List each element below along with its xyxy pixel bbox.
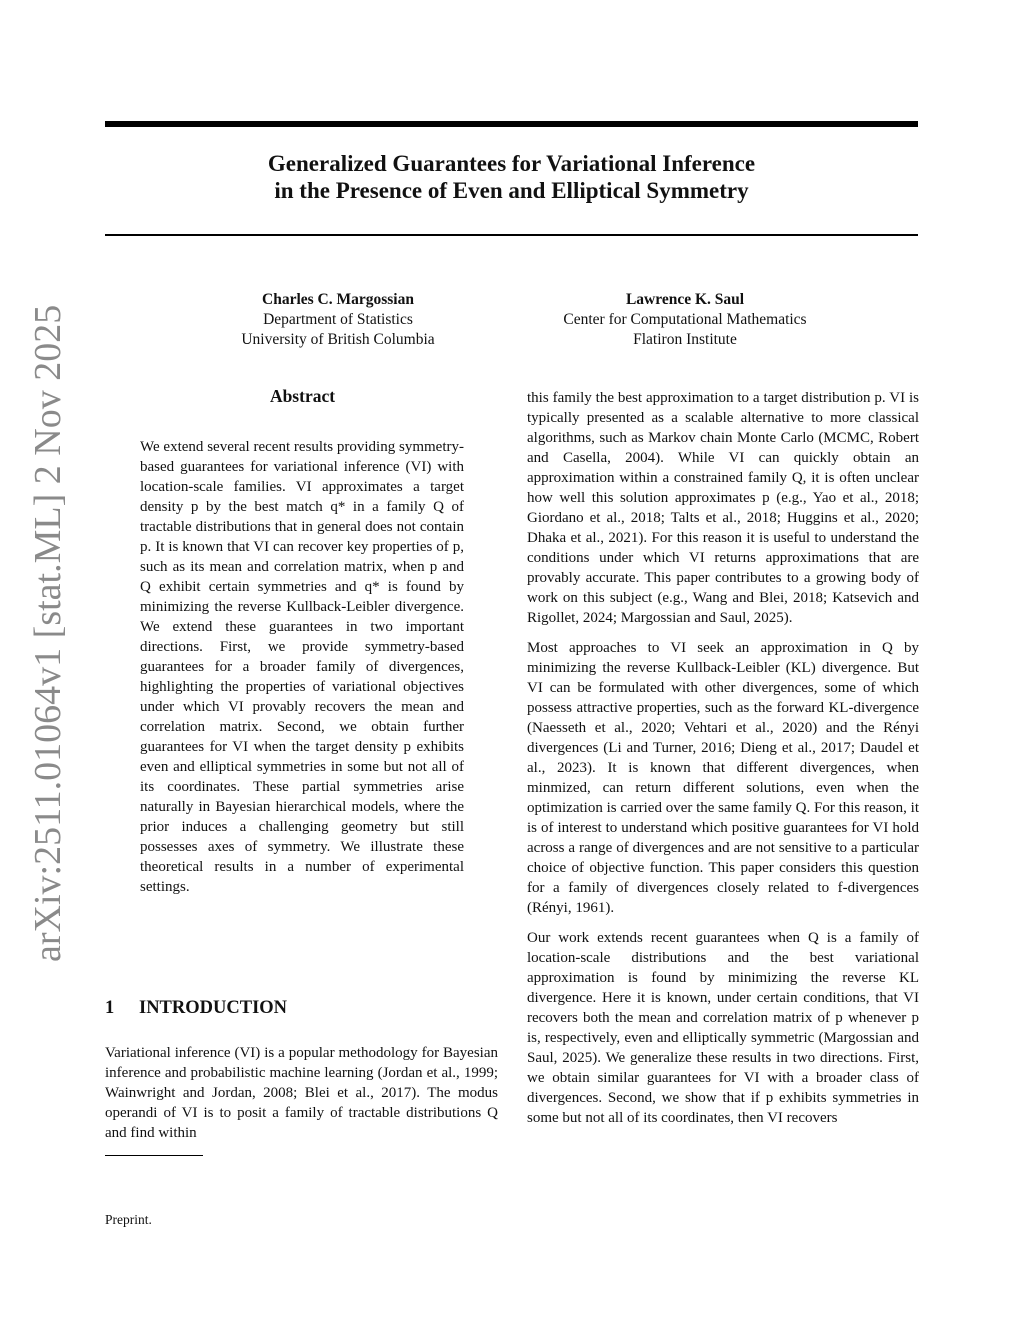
author-block-1 [158, 290, 518, 350]
right-column [527, 388, 919, 1138]
author-block-2 [505, 290, 865, 350]
title-top-rule [105, 121, 918, 127]
author-affiliation: Department of Statistics [263, 311, 413, 328]
abstract-heading: Abstract [269, 386, 336, 406]
author-affiliation: Flatiron Institute [633, 331, 737, 348]
paper-title [105, 150, 918, 204]
section-title: INTRODUCTION [139, 998, 288, 1018]
author-affiliation: Center for Computational Mathematics [563, 311, 807, 328]
title-line-1: Generalized Guarantees for Variational Inference [267, 151, 756, 176]
author-name: Charles C. Margossian [262, 291, 414, 308]
title-bottom-rule [105, 234, 918, 236]
title-line-2: in the Presence of Even and Elliptical Symmetry [274, 178, 749, 203]
body-paragraph: Our work extends recent guarantees when Q is a family of location-scale distributions and the best variational approximation is found by minimizing the reverse KL divergence. Here it is known, under certain conditions, that VI recovers both the mean and correlation matrix of p whenever p is, respectively, even and elliptically symmetric (Margossian and Saul, 2025). We generalize these results in two directions. First, we obtain similar guarantees for VI with a broader class of divergences. Second, we show that if p exhibits symmetries in some but not all of its coordinates, then VI recovers [527, 930, 919, 1126]
abstract-text: We extend several recent results providing symmetry-based guarantees for variational inference (VI) with location-scale families. VI approximates a target density p by the best match q* in a family Q of tractable distributions that in general does not contain p. It is known that VI can recover key properties of p, such as its mean and correlation matrix, when p and Q exhibit certain symmetries and q* is found by minimizing the reverse Kullback-Leibler divergence. We extend these guarantees in two important directions. First, we provide symmetry-based guarantees for a broader family of divergences, highlighting the properties of variational objectives under which VI provably recovers the mean and correlation matrix. Second, we obtain further guarantees for VI when the target density p exhibits even and elliptical symmetries in some but not all of its coordinates. These partial symmetries arise naturally in Bayesian hierarchical models, where the prior induces a challenging geometry but still possesses axes of symmetry. We illustrate these theoretical results in a number of experimental settings. [140, 439, 464, 895]
arxiv-identifier: arXiv:2511.01064v1 [stat.ML] 2 Nov 2025 [27, 304, 69, 962]
body-paragraph: Most approaches to VI seek an approximation in Q by minimizing the reverse Kullback-Leibler (KL) divergence. But VI can be formulated with other divergences, some of which possess attractive properties, such as the forward KL-divergence (Naesseth et al., 2020; Vehtari et al., 2020) and the Rényi divergences (Li and Turner, 2016; Dieng et al., 2017; Daudel et al., 2023). It is known that different divergences, when minmized, can return different solutions, even when the optimization is carried over the same family Q. For this reason, it is of interest to understand which positive guarantees for VI hold across a range of divergences and are not sensitive to a particular choice of objective function. This paper considers this question for a family of divergences closely related to f-divergences (Rényi, 1961). [527, 640, 919, 916]
section-number: 1 [105, 998, 115, 1018]
author-name: Lawrence K. Saul [625, 291, 745, 308]
section-heading-introduction [105, 998, 498, 1019]
intro-paragraph: Variational inference (VI) is a popular methodology for Bayesian inference and probabilistic machine learning (Jordan et al., 1999; Wainwright and Jordan, 2008; Blei et al., 2017). The modus operandi of VI is to posit a family of tractable distributions Q and find within [105, 1045, 498, 1141]
footnote-rule [105, 1155, 203, 1156]
body-paragraph: this family the best approximation to a target distribution p. VI is typically presented as a scalable alternative to more classical algorithms, such as Markov chain Monte Carlo (MCMC, Robert and Casella, 2004). While VI can quickly obtain an approximation within a constrained family Q, it is often unclear how well this solution approximates p (e.g., Yao et al., 2018; Giordano et al., 2018; Talts et al., 2018; Huggins et al., 2020; Dhaka et al., 2021). For this reason it is useful to understand the conditions under which VI returns approximations that are provably accurate. This paper contributes to a growing body of work on this subject (e.g., Wang and Blei, 2018; Katsevich and Rigollet, 2024; Margossian and Saul, 2025). [527, 390, 919, 626]
author-affiliation: University of British Columbia [241, 331, 435, 348]
preprint-footnote: Preprint. [105, 1212, 152, 1227]
